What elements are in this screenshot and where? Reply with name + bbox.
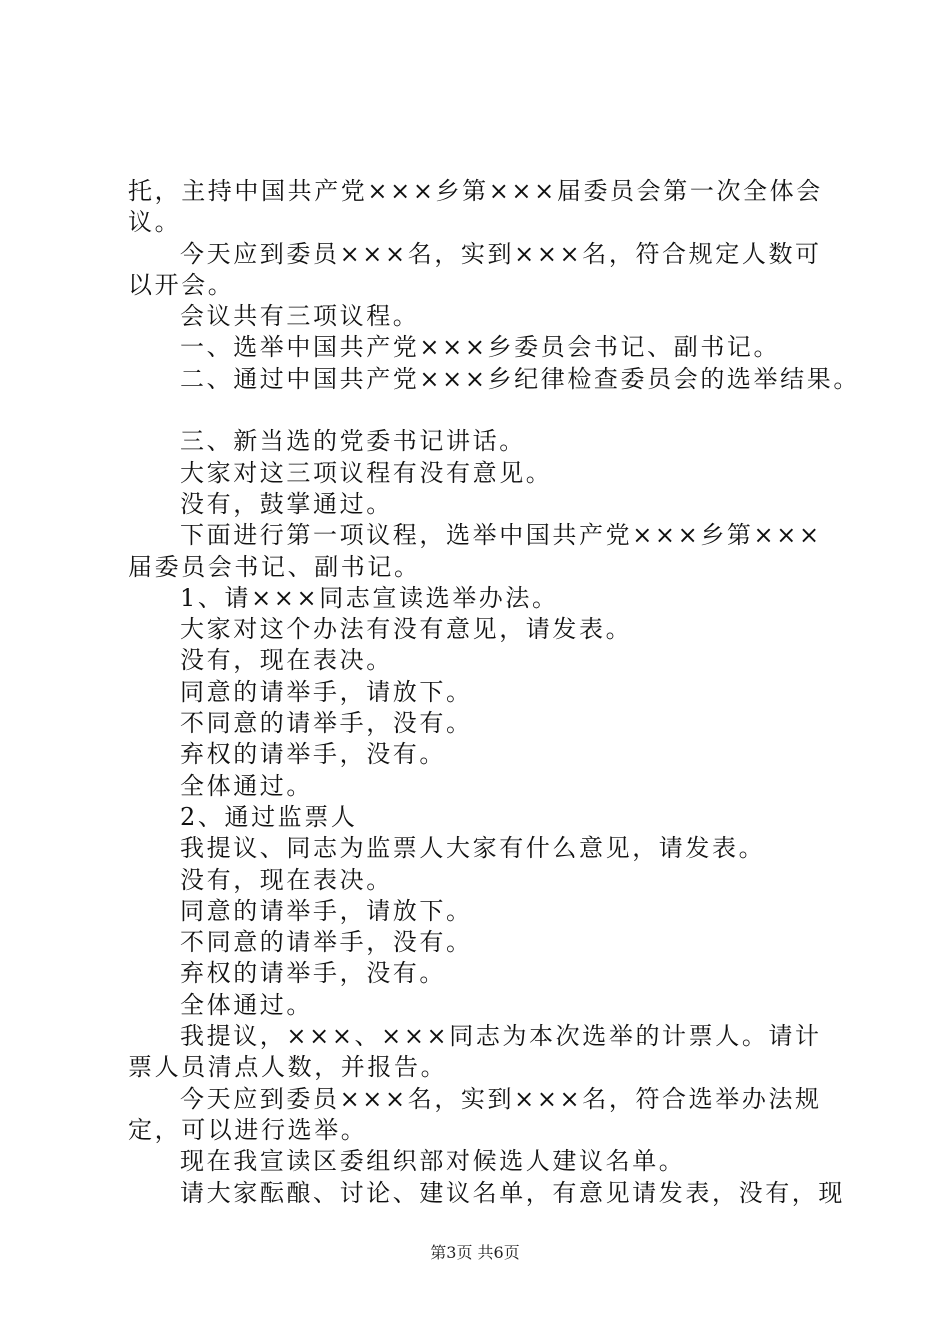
page-footer: [0, 1243, 950, 1263]
text-line: 大家对这三项议程有没有意见。: [180, 458, 553, 487]
text-line: 1、请×××同志宣读选举办法。: [180, 583, 559, 612]
text-line: 下面进行第一项议程，选举中国共产党×××乡第×××: [180, 521, 822, 550]
text-line: 2、通过监票人: [180, 802, 358, 831]
text-line: 没有，现在表决。: [180, 646, 393, 675]
text-line: 定，可以进行选举。: [128, 1115, 368, 1144]
text-line: 现在我宣读区委组织部对候选人建议名单。: [180, 1147, 686, 1176]
text-line: 同意的请举手，请放下。: [180, 677, 473, 706]
text-line: 今天应到委员×××名，实到×××名，符合选举办法规: [180, 1084, 822, 1113]
text-line: 议。: [128, 208, 182, 237]
text-line: 三、新当选的党委书记讲话。: [180, 427, 526, 456]
text-line: 同意的请举手，请放下。: [180, 896, 473, 925]
document-body: [128, 176, 860, 1209]
text-line: 会议共有三项议程。: [180, 302, 420, 331]
text-line: 票人员清点人数，并报告。: [128, 1053, 448, 1082]
text-line: 大家对这个办法有没有意见，请发表。: [180, 615, 633, 644]
text-line: 二、通过中国共产党×××乡纪律检查委员会的选举结果。: [180, 364, 860, 393]
text-line: 没有，现在表决。: [180, 865, 393, 894]
text-line: 托，主持中国共产党×××乡第×××届委员会第一次全体会: [128, 177, 823, 205]
text-line: 请大家酝酿、讨论、建议名单，有意见请发表，没有，现: [180, 1178, 845, 1207]
text-line: 一、选举中国共产党×××乡委员会书记、副书记。: [180, 333, 781, 362]
text-line: 全体通过。: [180, 990, 313, 1019]
text-line: 我提议、同志为监票人大家有什么意见，请发表。: [180, 834, 766, 863]
text-line: 我提议，×××、×××同志为本次选举的计票人。请计: [180, 1022, 822, 1051]
text-line: 没有，鼓掌通过。: [180, 489, 393, 518]
text-line: 不同意的请举手，没有。: [180, 709, 473, 738]
text-line: 弃权的请举手，没有。: [180, 959, 446, 988]
blank-line: [128, 395, 838, 426]
text-line: 不同意的请举手，没有。: [180, 928, 473, 957]
text-line: 全体通过。: [180, 771, 313, 800]
text-line: 以开会。: [128, 270, 235, 299]
text-line: 弃权的请举手，没有。: [180, 740, 446, 769]
text-line: 届委员会书记、副书记。: [128, 552, 421, 581]
text-line: 今天应到委员×××名，实到×××名，符合规定人数可: [180, 239, 822, 268]
page-number-label: 第3页 共6页: [430, 1243, 520, 1262]
